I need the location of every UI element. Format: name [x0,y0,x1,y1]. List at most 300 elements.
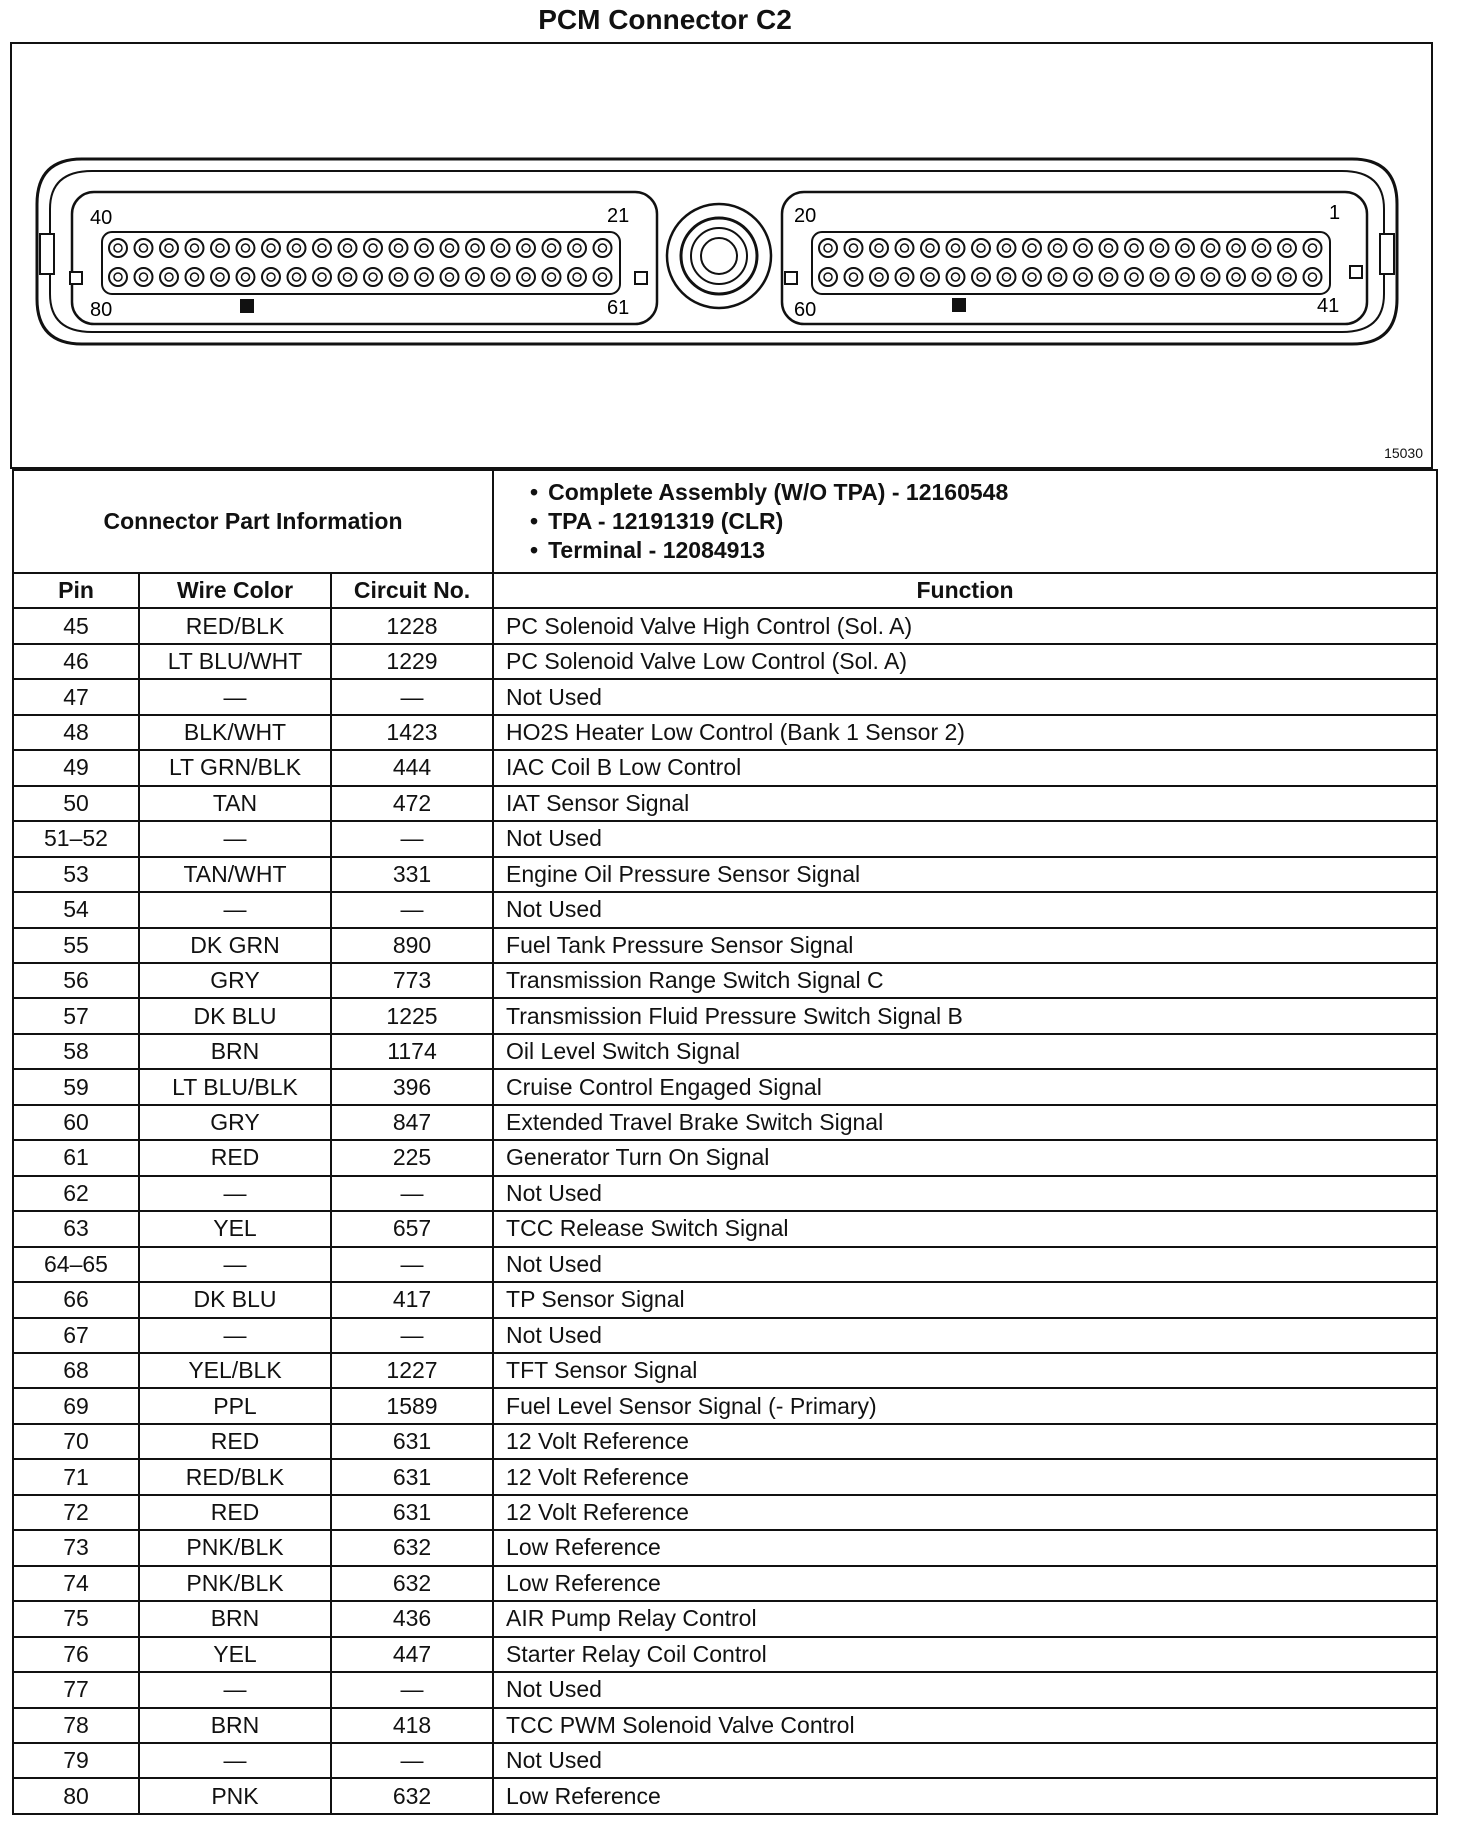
circuit-cell: 418 [331,1708,493,1743]
pin-cell: 66 [13,1282,139,1317]
table-row [13,857,1437,892]
table-row [13,1566,1437,1601]
pin-cavity-inner [344,244,352,252]
pin-cell: 76 [13,1637,139,1672]
pin-cavity-inner [926,273,934,281]
table-row [13,1211,1437,1246]
pin-cavity [1023,239,1041,257]
pin-cavity [262,268,280,286]
circuit-cell: 225 [331,1140,493,1175]
wire-color-cell: YEL [139,1637,331,1672]
pin-cavity-inner [1054,273,1062,281]
pin-cavity-inner [548,273,556,281]
pin-cavity-inner [216,273,224,281]
function-cell: Low Reference [493,1566,1437,1601]
circuit-cell: 1225 [331,998,493,1033]
pin-cavity [1125,239,1143,257]
pin-cell: 54 [13,892,139,927]
wire-color-cell: PNK/BLK [139,1566,331,1601]
pin-cell: 47 [13,679,139,714]
pin-cavity-inner [977,244,985,252]
pin-label-21: 21 [607,205,630,227]
pin-cavity-inner [522,273,530,281]
table-row [13,963,1437,998]
function-cell: AIR Pump Relay Control [493,1601,1437,1636]
pin-cavity-inner [318,273,326,281]
pin-cell: 51–52 [13,821,139,856]
table-row [13,750,1437,785]
circuit-cell: 1228 [331,608,493,643]
pin-cell: 78 [13,1708,139,1743]
pin-cell: 61 [13,1140,139,1175]
function-cell: 12 Volt Reference [493,1459,1437,1494]
pin-cavity [390,268,408,286]
wire-color-cell: LT BLU/WHT [139,644,331,679]
pin-cavity [186,268,204,286]
function-cell: Transmission Fluid Pressure Switch Signal B [493,998,1437,1033]
pin-cavity [109,239,127,257]
pin-cavity-inner [1309,244,1317,252]
pin-cavity-inner [114,273,122,281]
pin-cavity-inner [446,244,454,252]
table-row [13,1105,1437,1140]
function-cell: Transmission Range Switch Signal C [493,963,1437,998]
connector-drawing [12,44,1431,467]
table-row [13,679,1437,714]
function-cell: Not Used [493,892,1437,927]
pin-cavity [819,268,837,286]
circuit-cell: 331 [331,857,493,892]
wire-color-cell: RED/BLK [139,608,331,643]
wire-color-cell: — [139,1247,331,1282]
wire-color-cell: TAN [139,786,331,821]
pin-cavity-inner [242,244,250,252]
pin-cavity-inner [952,244,960,252]
function-cell: HO2S Heater Low Control (Bank 1 Sensor 2) [493,715,1437,750]
right-pin-cavities [819,239,1322,286]
wire-color-cell: DK BLU [139,998,331,1033]
pin-cavity [845,239,863,257]
pin-cavity [998,239,1016,257]
function-cell: PC Solenoid Valve High Control (Sol. A) [493,608,1437,643]
function-cell: 12 Volt Reference [493,1424,1437,1459]
pin-cell: 48 [13,715,139,750]
pin-cavity-inner [850,244,858,252]
circuit-cell: 447 [331,1637,493,1672]
circuit-cell: 631 [331,1495,493,1530]
circuit-cell: — [331,892,493,927]
circuit-cell: 632 [331,1530,493,1565]
table-row [13,608,1437,643]
wire-color-cell: — [139,1743,331,1778]
pin-cavity [1100,239,1118,257]
pin-cavity-inner [293,244,301,252]
pin-cavity [594,268,612,286]
pin-cavity-inner [573,244,581,252]
pin-cavity [845,268,863,286]
pin-cell: 62 [13,1176,139,1211]
pin-cavity-inner [1181,244,1189,252]
pin-cavity-inner [599,244,607,252]
pin-cavity [466,268,484,286]
pin-cavity-inner [1003,244,1011,252]
header-wire-color: Wire Color [139,573,331,608]
wire-color-cell: GRY [139,1105,331,1140]
pin-cavity [972,239,990,257]
circuit-cell: 631 [331,1459,493,1494]
table-row [13,928,1437,963]
wire-color-cell: YEL [139,1211,331,1246]
pin-cavity [288,239,306,257]
pin-cell: 75 [13,1601,139,1636]
pin-cavity-inner [1079,273,1087,281]
pin-cavity [288,268,306,286]
function-cell: Not Used [493,821,1437,856]
part-info-item: • Terminal - 12084913 [530,537,766,563]
wire-color-cell: RED/BLK [139,1459,331,1494]
left-pin-cavities [109,239,612,286]
function-cell: TCC Release Switch Signal [493,1211,1437,1246]
function-cell: 12 Volt Reference [493,1495,1437,1530]
pin-cavity-inner [471,244,479,252]
pin-cavity-inner [1283,244,1291,252]
pin-cell: 59 [13,1069,139,1104]
table-row [13,1459,1437,1494]
circuit-cell: — [331,1247,493,1282]
function-cell: TP Sensor Signal [493,1282,1437,1317]
circuit-cell: — [331,1318,493,1353]
table-row [13,1424,1437,1459]
pin-cell: 50 [13,786,139,821]
circuit-cell: 1589 [331,1388,493,1423]
pin-cavity-inner [165,244,173,252]
pin-cavity [135,239,153,257]
pin-cavity-inner [977,273,985,281]
function-cell: Oil Level Switch Signal [493,1034,1437,1069]
connector-diagram [10,42,1433,469]
table-row [13,1708,1437,1743]
function-cell: PC Solenoid Valve Low Control (Sol. A) [493,644,1437,679]
circuit-cell: — [331,1743,493,1778]
table-row [13,1353,1437,1388]
pin-cavity-inner [875,244,883,252]
pin-cell: 60 [13,1105,139,1140]
wire-color-cell: PNK [139,1778,331,1814]
pin-cavity-inner [1232,244,1240,252]
part-info-item: • TPA - 12191319 (CLR) [530,508,784,534]
pin-cell: 67 [13,1318,139,1353]
pin-cavity-inner [522,244,530,252]
part-info-row [13,470,1437,573]
pin-cavity [160,268,178,286]
wire-color-cell: — [139,679,331,714]
pin-cell: 72 [13,1495,139,1530]
pin-cavity [262,239,280,257]
pin-cavity-inner [497,273,505,281]
table-row [13,1530,1437,1565]
wire-color-cell: — [139,892,331,927]
pin-cell: 80 [13,1778,139,1814]
table-row [13,1672,1437,1707]
pin-cavity-inner [1028,244,1036,252]
wire-color-cell: RED [139,1140,331,1175]
circuit-cell: — [331,821,493,856]
pin-cavity [1151,268,1169,286]
pin-cavity-inner [1079,244,1087,252]
pin-cavity [819,239,837,257]
table-row [13,715,1437,750]
pin-cavity-inner [1003,273,1011,281]
pin-cavity-inner [165,273,173,281]
wire-color-cell: — [139,1176,331,1211]
table-row [13,1318,1437,1353]
circuit-cell: 1227 [331,1353,493,1388]
function-cell: Fuel Tank Pressure Sensor Signal [493,928,1437,963]
circuit-cell: 1423 [331,715,493,750]
pin-cavity [415,268,433,286]
part-info-list [493,470,1437,573]
circuit-cell: 396 [331,1069,493,1104]
circuit-cell: 847 [331,1105,493,1140]
pin-cavity [364,268,382,286]
function-cell: Cruise Control Engaged Signal [493,1069,1437,1104]
circuit-cell: 444 [331,750,493,785]
table-row [13,1601,1437,1636]
function-cell: Not Used [493,1672,1437,1707]
pin-cavity [1278,239,1296,257]
pin-cavity-inner [395,273,403,281]
pin-cavity-inner [1054,244,1062,252]
function-cell: IAC Coil B Low Control [493,750,1437,785]
circuit-cell: 1174 [331,1034,493,1069]
table-row [13,998,1437,1033]
pin-label-1: 1 [1329,202,1341,224]
pin-cell: 77 [13,1672,139,1707]
pin-cell: 63 [13,1211,139,1246]
table-row [13,1778,1437,1814]
pin-cavity-inner [1258,273,1266,281]
pin-cavity-inner [1028,273,1036,281]
pin-cavity [896,268,914,286]
pin-cell: 79 [13,1743,139,1778]
pin-cavity [186,239,204,257]
pin-label-41: 41 [1317,295,1340,317]
pin-cavity [339,268,357,286]
pin-cavity-inner [1156,273,1164,281]
pin-cavity [1304,239,1322,257]
pin-cavity-inner [369,273,377,281]
pin-cell: 55 [13,928,139,963]
pin-cavity [568,268,586,286]
pin-cavity [1125,268,1143,286]
circuit-cell: 890 [331,928,493,963]
table-row [13,1495,1437,1530]
circuit-cell: 417 [331,1282,493,1317]
pin-cavity-inner [1130,244,1138,252]
pin-cavity [543,268,561,286]
wire-color-cell: RED [139,1495,331,1530]
pin-cavity [441,268,459,286]
pin-cavity-inner [446,273,454,281]
pin-cavity-inner [1207,244,1215,252]
pin-cavity [517,239,535,257]
function-cell: Generator Turn On Signal [493,1140,1437,1175]
pin-cavity [1202,239,1220,257]
pin-cell: 73 [13,1530,139,1565]
pin-cell: 45 [13,608,139,643]
pin-cavity [339,239,357,257]
function-cell: Starter Relay Coil Control [493,1637,1437,1672]
pin-cavity [1253,239,1271,257]
pin-cavity-inner [140,244,148,252]
pin-cavity [1253,268,1271,286]
pin-cavity-inner [471,273,479,281]
pinout-table [12,469,1438,1815]
pin-cavity [160,239,178,257]
pin-cavity [896,239,914,257]
part-info-label: Connector Part Information [13,470,493,573]
pin-cavity-inner [395,244,403,252]
pin-cavity [237,239,255,257]
function-cell: Not Used [493,1247,1437,1282]
table-row [13,1388,1437,1423]
table-row [13,821,1437,856]
table-row [13,1247,1437,1282]
circuit-cell: 657 [331,1211,493,1246]
circuit-cell: — [331,679,493,714]
pin-label-40: 40 [90,207,113,229]
pin-cavity [313,268,331,286]
circuit-cell: 472 [331,786,493,821]
pin-cavity [492,268,510,286]
pin-cavity [870,239,888,257]
pin-cavity-inner [901,273,909,281]
pin-cavity [1227,239,1245,257]
table-row [13,892,1437,927]
pin-cavity [1227,268,1245,286]
pin-cavity-inner [952,273,960,281]
pin-cell: 71 [13,1459,139,1494]
pin-cavity-inner [1309,273,1317,281]
circuit-cell: 632 [331,1566,493,1601]
pin-cavity-inner [114,244,122,252]
pin-cavity [211,239,229,257]
function-cell: TFT Sensor Signal [493,1353,1437,1388]
pin-cavity [921,239,939,257]
table-row [13,1034,1437,1069]
pin-cavity [1049,239,1067,257]
wire-color-cell: — [139,1672,331,1707]
pin-cavity-inner [1283,273,1291,281]
pin-cavity [1304,268,1322,286]
pin-cavity-inner [1105,244,1113,252]
pin-cavity-inner [1232,273,1240,281]
pin-cavity [921,268,939,286]
pin-cavity [441,239,459,257]
pin-cavity-inner [824,273,832,281]
pin-cavity-inner [1105,273,1113,281]
pin-cavity [1074,239,1092,257]
pin-cavity [972,268,990,286]
pin-cavity [1202,268,1220,286]
wire-color-cell: BRN [139,1601,331,1636]
pin-cavity-inner [901,244,909,252]
pin-cavity-inner [497,244,505,252]
pin-cavity [364,239,382,257]
header-pin: Pin [13,573,139,608]
wire-color-cell: BRN [139,1708,331,1743]
pin-cell: 56 [13,963,139,998]
function-cell: Not Used [493,1318,1437,1353]
circuit-cell: 436 [331,1601,493,1636]
pin-cavity-inner [1130,273,1138,281]
pin-cavity [594,239,612,257]
pin-cavity-inner [420,244,428,252]
function-cell: Extended Travel Brake Switch Signal [493,1105,1437,1140]
pin-cavity-inner [216,244,224,252]
page-title: PCM Connector C2 [538,4,792,35]
pin-cavity [466,239,484,257]
pin-cavity [390,239,408,257]
pin-cavity-inner [548,244,556,252]
header-row [13,573,1437,608]
pin-cell: 58 [13,1034,139,1069]
pin-cell: 68 [13,1353,139,1388]
pin-cavity-inner [824,244,832,252]
table-row [13,1176,1437,1211]
header-circuit-no: Circuit No. [331,573,493,608]
pin-label-61: 61 [607,297,630,319]
function-cell: Not Used [493,1176,1437,1211]
function-cell: Fuel Level Sensor Signal (- Primary) [493,1388,1437,1423]
function-cell: Not Used [493,679,1437,714]
pin-cavity-inner [242,273,250,281]
pin-cavity [135,268,153,286]
wire-color-cell: YEL/BLK [139,1353,331,1388]
pin-cavity [1074,268,1092,286]
pin-label-80: 80 [90,299,113,321]
part-info-item: • Complete Assembly (W/O TPA) - 12160548 [530,479,1009,505]
wire-color-cell: BLK/WHT [139,715,331,750]
pin-cavity-inner [1207,273,1215,281]
pin-cell: 49 [13,750,139,785]
wire-color-cell: — [139,821,331,856]
wire-color-cell: DK BLU [139,1282,331,1317]
pin-cavity-inner [369,244,377,252]
pin-cell: 69 [13,1388,139,1423]
table-row [13,1743,1437,1778]
pin-cavity-inner [599,273,607,281]
wire-color-cell: PNK/BLK [139,1530,331,1565]
pin-cell: 74 [13,1566,139,1601]
pin-cavity-inner [318,244,326,252]
pin-cavity [1151,239,1169,257]
wire-color-cell: PPL [139,1388,331,1423]
circuit-cell: 773 [331,963,493,998]
wire-color-cell: DK GRN [139,928,331,963]
circuit-cell: 1229 [331,644,493,679]
pin-cavity-inner [344,273,352,281]
wire-color-cell: GRY [139,963,331,998]
circuit-cell: 632 [331,1778,493,1814]
circuit-cell: — [331,1672,493,1707]
pin-cavity [947,239,965,257]
pin-cavity [998,268,1016,286]
function-cell: Low Reference [493,1530,1437,1565]
pin-cavity [870,268,888,286]
pin-cavity-inner [875,273,883,281]
pin-cavity [109,268,127,286]
